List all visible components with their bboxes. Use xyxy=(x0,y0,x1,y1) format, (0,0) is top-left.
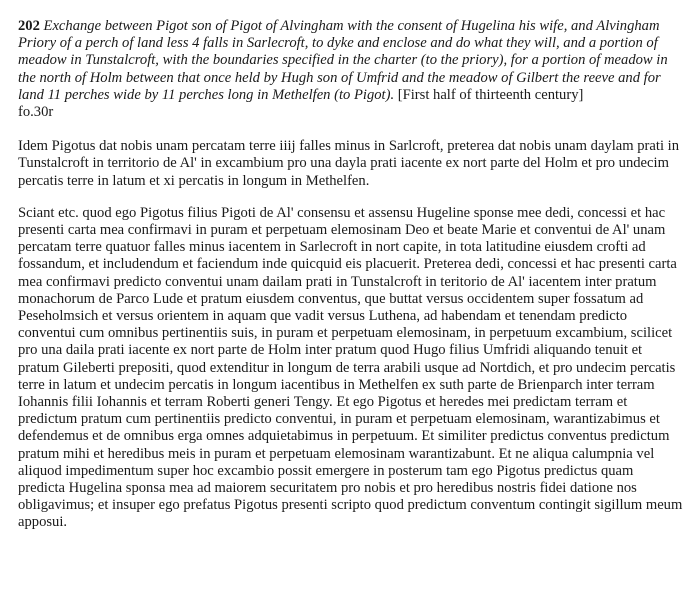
folio-reference: fo.30r xyxy=(18,104,54,121)
summary-paragraph: Idem Pigotus dat nobis unam percatam terre iiij falles minus in Sarlcroft, preterea dat nobis unam daylam prati in Tunstalcroft in territorio de Al' in excambium pro una dayla prati iacente ex nort parte del Holm et pro undecim percatis terre in latum et xi percatis in longum in Methelfen. xyxy=(18,138,679,189)
charter-paragraph: Sciant etc. quod ego Pigotus filius Pigoti de Al' consensu et assensu Hugeline sponse mee dedi, concessi et hac presenti carta mea confirmavi in puram et perpetuam elemosinam Deo et beate Marie et conventui de Al' unam percatam terre quatuor falles minus iacentem in Sarlecroft in nort capite, in tota latitudine eiusdem crofti ad fossandum, et includendum et faciendum inde quicquid eis placuerit. Preterea dedi, concessi et hac presenti carta mea confirmavi predicto conventui unam dailam prati in Tunstalcroft in teritorio de Al' iacentem inter pratum monachorum de Parco Lude et pratum eiusdem conventus, que buttat versus occidentem super fossatum ad Peseholmsich et versus orientem in aquam que vadit versus Luthena, ad habendam et tenendam predicto conventui cum omnibus pertinentiis suis, in puram et perpetuam elemosinam, in perpetuum excambium, scilicet pro una daila prati iacente ex nort parte de Holm inter pratum quod Hugo filius Umfridi aliquando tenuit et pratum Gileberti prepositi, quod extenditur in longum de terra arabili usque ad Nortdich, et pro undecim percatis terre in latum et undecim percatis in longum iacentibus in Methelfen ex suth parte de Brienparch inter terram Iohannis filii Iohannis et terram Roberti generi Tengy. Et ego Pigotus et heredes mei predictam terram et predictum pratum cum pertinentiis predicto conventui, in puram et perpetuam elemosinam, warantizabimus et defendemus et de omnibus erga omnes adquietabimus in perpetuum. Et similiter predictus conventus predictum pratum mihi et heredibus meis in puram et perpetuam elemosinam warantizabunt. Et ne aliqua calumpnia vel aliquod impedimentum super hoc excambio possit emergere in posterum tam ego Pigotus predictus quam predicta Hugelina sponsa mea ad maiorem securitatem pro nobis et pro heredibus nostris fidei datione nos obligavimus; et insuper ego prefatus Pigotus presenti scripto quod predictum conventum contingit sigillum meum apposui. xyxy=(18,204,683,531)
entry-title: Exchange between Pigot son of Pigot of Alvingham with the consent of Hugelina his wife, and Alvingham Priory of a perch of land less 4 falls in Sarlecroft, to dyke and enclose and do what they will, and a portion of meadow in Tunstalcroft, with the boundaries specified in the charter (to the priory), for a portion of meadow in the north of Holm between that once held by Hugh son of Umfrid and the meadow of Gilbert the reeve and for land 11 perches wide by 11 perches long in Methelfen (to Pigot). xyxy=(18,18,668,103)
entry-number: 202 xyxy=(18,18,40,34)
entry-date: [First half of thirteenth century] xyxy=(394,86,584,103)
entry-heading xyxy=(18,18,684,121)
document-page xyxy=(18,18,684,532)
